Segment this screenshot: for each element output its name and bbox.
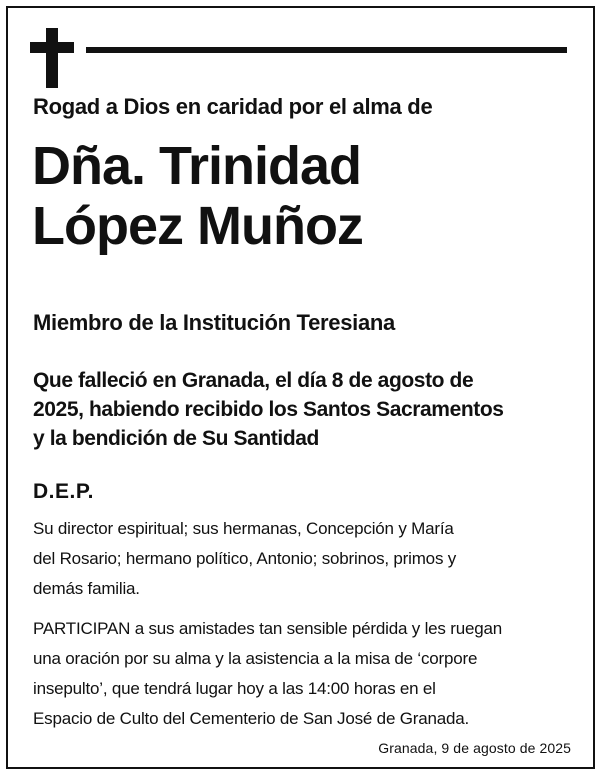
dep-text: D.E.P.	[33, 480, 94, 503]
family-line3: demás familia.	[33, 579, 140, 598]
participan-line3: insepulto’, que tendrá lugar hoy a las 14:00 horas en el	[33, 679, 436, 698]
cross-horizontal-bar	[30, 42, 74, 53]
cross-vertical-bar	[46, 28, 58, 88]
deceased-name-line2: López Muñoz	[32, 196, 363, 256]
deceased-name-line1: Dña. Trinidad	[32, 136, 362, 196]
family-line1: Su director espiritual; sus hermanas, Concepción y María	[33, 519, 454, 538]
intro-text: Rogad a Dios en caridad por el alma de	[33, 94, 433, 119]
death-notice	[33, 366, 578, 453]
family-paragraph	[33, 514, 578, 604]
participan-line1: PARTICIPAN a sus amistades tan sensible pérdida y les ruegan	[33, 619, 502, 638]
participan-paragraph	[33, 614, 578, 734]
dateline: Granada, 9 de agosto de 2025	[378, 740, 571, 756]
death-notice-line1: Que falleció en Granada, el día 8 de agosto de	[33, 369, 474, 392]
latin-cross-icon	[30, 28, 74, 88]
death-notice-line2: 2025, habiendo recibido los Santos Sacramentos	[33, 398, 504, 421]
participan-line4: Espacio de Culto del Cementerio de San José de Granada.	[33, 709, 469, 728]
deceased-name	[32, 136, 363, 256]
participan-line2: una oración por su alma y la asistencia a la misa de ‘corpore	[33, 649, 478, 668]
membership-text: Miembro de la Institución Teresiana	[33, 310, 395, 335]
death-notice-line3: y la bendición de Su Santidad	[33, 427, 319, 450]
header-rule	[86, 47, 567, 53]
family-line2: del Rosario; hermano político, Antonio; sobrinos, primos y	[33, 549, 457, 568]
